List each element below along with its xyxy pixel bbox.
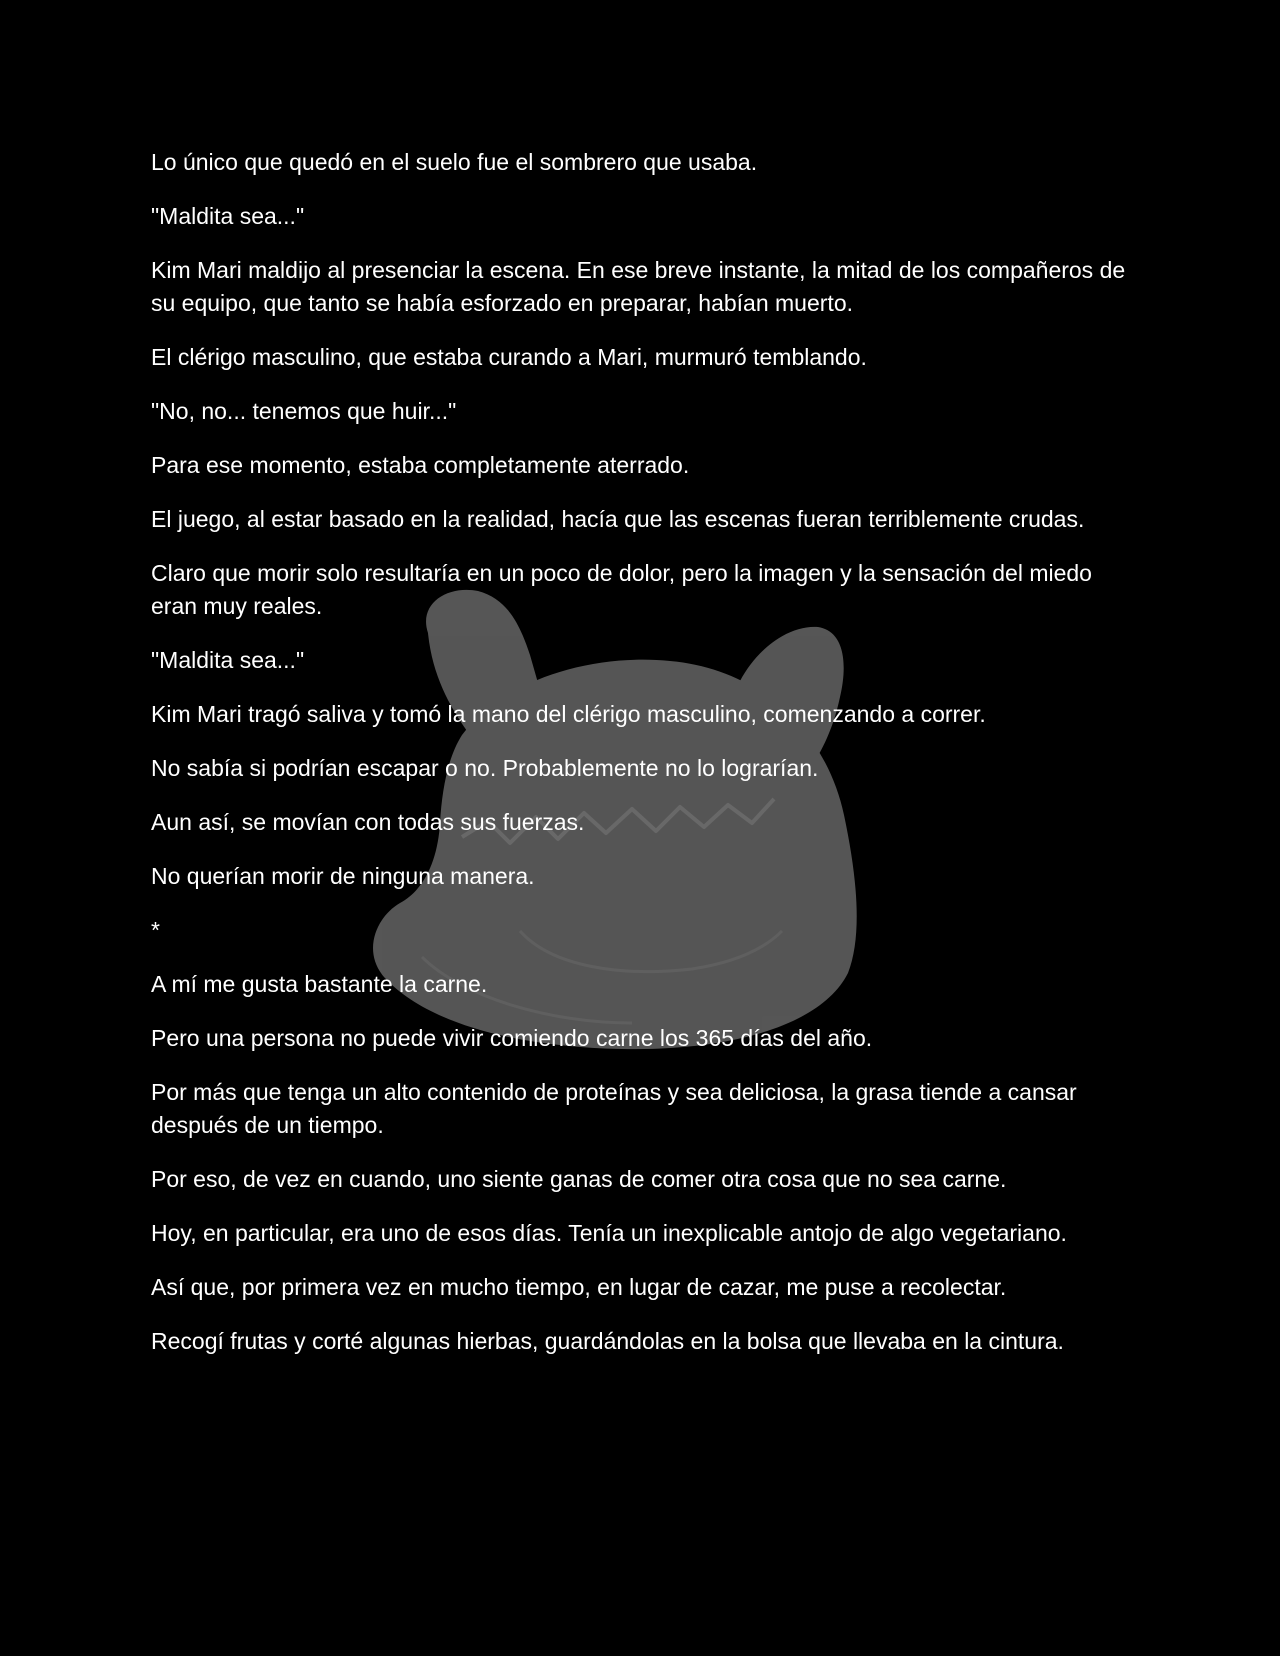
scene-break: * — [151, 917, 160, 943]
paragraph: Kim Mari tragó saliva y tomó la mano del clérigo masculino, comenzando a correr. — [151, 701, 986, 727]
paragraph: Así que, por primera vez en mucho tiempo, en lugar de cazar, me puse a recolectar. — [151, 1274, 1007, 1300]
paragraph: No sabía si podrían escapar o no. Probablemente no lo lograrían. — [151, 755, 819, 781]
paragraph: Hoy, en particular, era uno de esos días. Tenía un inexplicable antojo de algo vegetariano. — [151, 1220, 1067, 1246]
paragraph: Kim Mari maldijo al presenciar la escena. En ese breve instante, la mitad de los compañeros de su equipo, que tanto se había esforzado en preparar, habían muerto. — [151, 257, 1126, 316]
paragraph: Por eso, de vez en cuando, uno siente ganas de comer otra cosa que no sea carne. — [151, 1166, 1007, 1192]
paragraph: "No, no... tenemos que huir..." — [151, 398, 457, 424]
paragraph: Lo único que quedó en el suelo fue el sombrero que usaba. — [151, 149, 758, 175]
paragraph: Aun así, se movían con todas sus fuerzas. — [151, 809, 585, 835]
paragraph: Claro que morir solo resultaría en un poco de dolor, pero la imagen y la sensación del miedo eran muy reales. — [151, 560, 1092, 619]
paragraph: Pero una persona no puede vivir comiendo carne los 365 días del año. — [151, 1025, 873, 1051]
paragraph: "Maldita sea..." — [151, 647, 305, 673]
paragraph: El clérigo masculino, que estaba curando a Mari, murmuró temblando. — [151, 344, 867, 370]
paragraph: El juego, al estar basado en la realidad, hacía que las escenas fueran terriblemente crudas. — [151, 506, 1085, 532]
chapter-text — [151, 146, 1131, 1379]
paragraph: Por más que tenga un alto contenido de proteínas y sea deliciosa, la grasa tiende a cansar después de un tiempo. — [151, 1079, 1077, 1138]
paragraph: "Maldita sea..." — [151, 203, 305, 229]
paragraph: A mí me gusta bastante la carne. — [151, 971, 488, 997]
paragraph: Recogí frutas y corté algunas hierbas, guardándolas en la bolsa que llevaba en la cintura. — [151, 1328, 1064, 1354]
paragraph: Para ese momento, estaba completamente aterrado. — [151, 452, 690, 478]
paragraph: No querían morir de ninguna manera. — [151, 863, 535, 889]
